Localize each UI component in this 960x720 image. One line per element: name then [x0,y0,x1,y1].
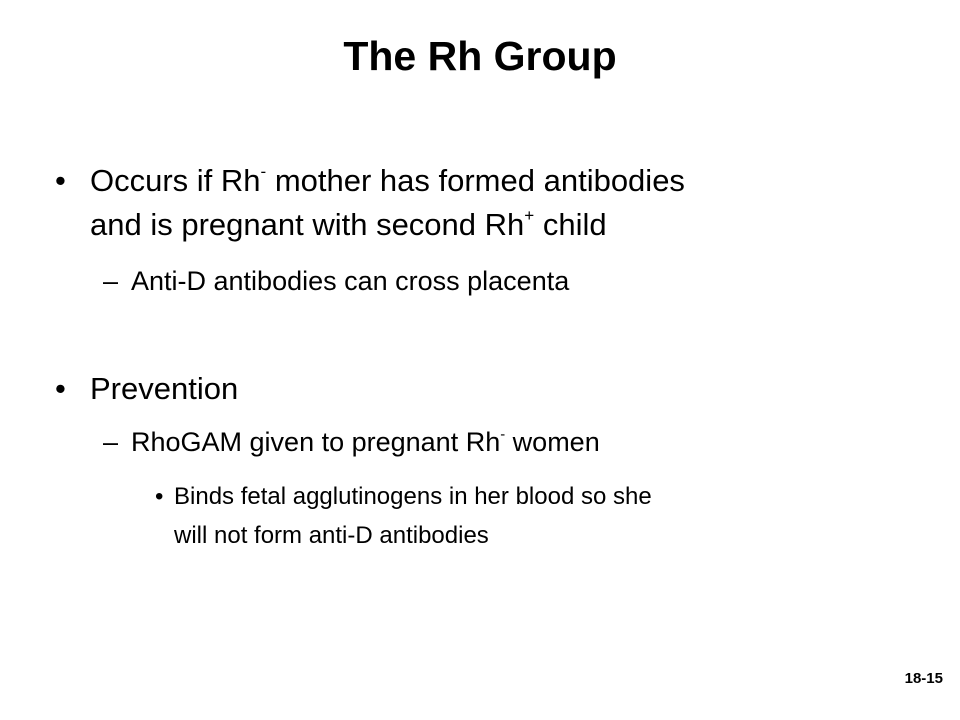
sub-bullet-1: Anti-D antibodies can cross placenta [131,266,570,296]
slide-number: 18-15 [904,670,943,687]
bullet-2-line-1: Prevention [90,371,239,406]
rh-positive-superscript: + [524,206,535,226]
rh-negative-superscript: - [260,162,267,182]
bullet-1-line-2 [90,205,607,245]
bullet-1-text-a: Occurs if Rh [90,163,261,198]
bullet-icon: • [155,483,164,510]
sub-bullet-2-text-a: RhoGAM given to pregnant Rh [131,427,501,457]
bullet-1-text-b: mother has formed antibodies [266,163,685,198]
dash-icon: – [103,427,119,457]
sub-sub-bullet-line-2: will not form anti-D antibodies [174,522,489,549]
bullet-1-line-1 [90,161,685,201]
bullet-1-text-d: child [534,207,607,242]
bullet-1-text-c: and is pregnant with second Rh [90,207,525,242]
bullet-icon: • [55,371,66,406]
dash-icon: – [103,266,119,296]
slide-title: The Rh Group [343,33,617,79]
sub-bullet-2 [131,425,600,459]
sub-sub-bullet-line-1: Binds fetal agglutinogens in her blood so she [174,483,652,510]
rh-negative-superscript: - [500,426,506,443]
sub-bullet-2-text-b: women [505,427,600,457]
bullet-icon: • [55,163,66,198]
